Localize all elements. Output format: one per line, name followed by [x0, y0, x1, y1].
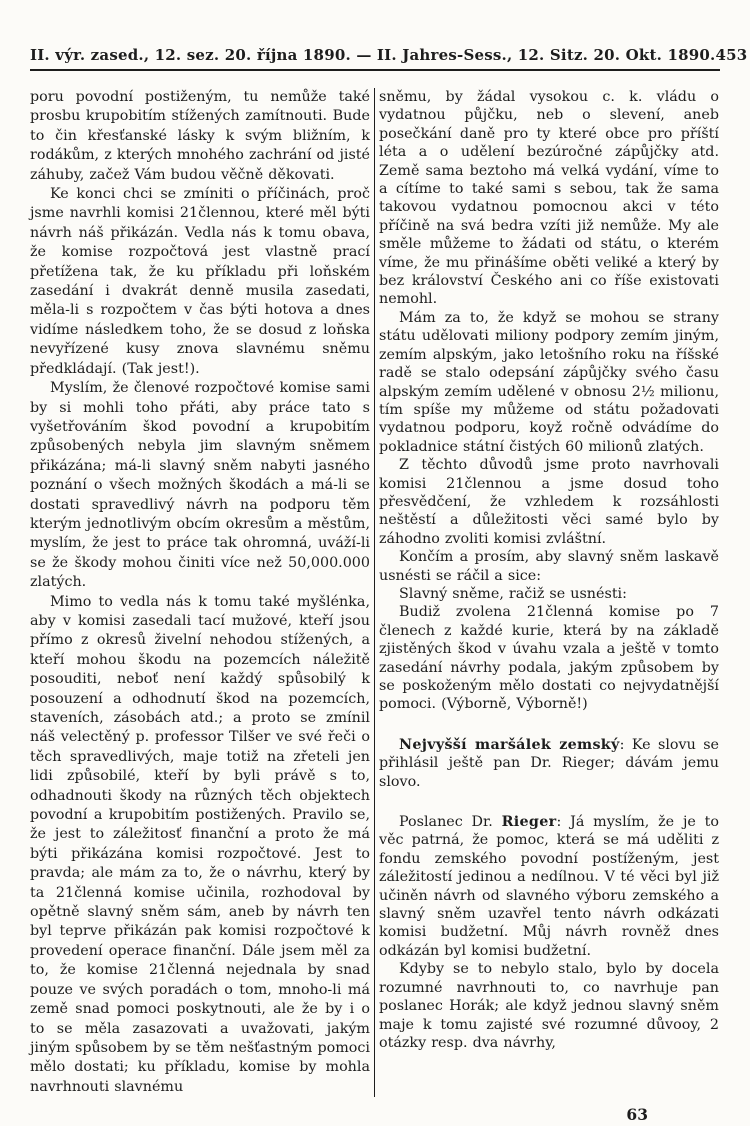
text-run: Končím a prosím, aby slavný sněm laskavě usnésti se ráčil a sice: [379, 549, 719, 584]
text-run: poru povodní postiženým, tu nemůže také prosbu krupobitím stížených zamítnouti. Bude to čin křesťanské lásky k svým bližním, k rodákům, z kterých mnohého zachrání od jisté záhuby, začež Vám budou věčně děkovati. [30, 89, 370, 183]
paragraph [30, 593, 370, 1098]
speaker-name: Nejvyšší maršálek zemský [399, 736, 620, 753]
text-run: Mimo to vedla nás k tomu také myšlénka, aby v komisi zasedali tací mužové, kteří jsou přímo z okresů živelní nehodou stížených, a kteří mohou škodu na pozemcích náležitě posouditi, neboť není každý spůsobilý k posouzení a odhodnutí škod na pozemcích, staveních, zásobách atd.; a proto se zmínil náš velectěný p. professor Tilšer ve své řeči o těch spravedlivých, maje totiž na zřeteli jen lidi způsobilé, kteří by byli právě s to, odhadnouti škody na různých těch objektech povodní a krupobitím postižených. Pravilo se, že jest to záležitosť finanční a proto že má býti přikázána komisi rozpočtové. Jest to pravda; ale mám za to, že o návrhu, který by ta 21členná komise učinila, rozhodoval by opětně slavný sněm sám, aneb by návrh ten byl teprve přikázán pak komisi rozpočtové k provedení operace finanční. Dále jsem měl za to, že komise 21členná nejednala by snad pouze ve svých poradách o tom, mnoho-li má země snad pomoci poskytnouti, ale že by i o to se měla zasazovati a uvažovati, jakým jiným spůsobem by se těm nešťastným pomoci mělo dostati; ku příkladu, komise by mohla navrhnouti slavnému [30, 593, 370, 1095]
paragraph [379, 88, 719, 309]
text-run: : Ke slovu se přihlásil ještě pan Dr. Rieger; dávám jemu slovo. [379, 736, 719, 790]
right-column [379, 88, 719, 1097]
paragraph [379, 309, 719, 456]
text-run: Kdyby se to nebylo stalo, bylo by docela rozumné navrhnouti to, co navrhuje pan poslanec Horák; ale když jednou slavný sněm maje k tomu zajisté své rozumné důvooy, 2 otázky resp. dva návrhy, [379, 961, 719, 1051]
text-columns [30, 88, 720, 1097]
text-run: Budiž zvolena 21členná komise po 7 členech z každé kurie, která by na základě zjistěných škod v úvahu vzala a ještě v tomto zasedání návrhy podala, jakým způsobem by se poskoženým mělo dostati co nejvydatnější pomoci. (Výborně, Výborně!) [379, 604, 719, 713]
left-column [30, 88, 370, 1097]
text-run: Z těchto důvodů jsme proto navrhovali komisi 21člennou a jsme dosud toho přesvědčení, že vzhledem k rozsáhlosti neštěstí a důležitosti věci samé bylo by záhodno zvoliti komisi zvláštní. [379, 457, 719, 547]
paragraph [379, 603, 719, 713]
header-page-number: 453 [715, 46, 748, 64]
text-run: sněmu, by žádal vysokou c. k. vládu o vydatnou půjčku, neb o slevení, aneb posečkání daně pro ty které obce pro příští léta a o udělení bezúročné zápůjčky atd. Země sama beztoho má velká vydání, víme to a cítíme to také sami s sebou, tak že sama takovou vydatnou pomocnou akci v této příčině na svá bedra vzíti již nemůže. My ale směle můžeme to žádati od státu, o kterém víme, že mu přinášíme oběti veliké a který by bez království Českého ani co říše existovati nemohl. [379, 89, 719, 308]
text-run: : Já myslím, že je to věc patrná, že pomoc, která se má uděliti z fondu zemského povodní postíženým, jest záležitostí jedinou a nedílnou. V té věci byl již učiněn návrh od slavného výboru zemského a slavný sněm uzavřel tento návrh odkázati komisi budžetní. Můj návrh rovněž dnes odkázán byl komisi budžetní. [379, 814, 719, 959]
text-run: Mám za to, že když se mohou se strany státu udělovati miliony podpory zemím jiným, zemím alpským, jako letošního roku na říšské radě se stalo odepsání zápůjčky svého času alpským zemím udělené v obnosu 2½ milionu, tím spíše my můžeme od státu požadovati vydatnou podporu, koyž ročně odvádíme do pokladnice státní čistých 60 milionů zlatých. [379, 309, 719, 455]
speaker-name: Rieger [501, 814, 557, 831]
paragraph [379, 456, 719, 548]
paragraph [379, 585, 719, 603]
text-run: Myslím, že členové rozpočtové komise sami by si mohli toho přáti, aby práce tato s vyšetřováním škod povodní a krupobitím způsobených nebyla jim slavným sněmem přikázána; má-li slavný sněm nabyti jasného poznání o všech možných škodách a má-li se dostati spravedlivý návrh na podporu těm kterým jednotlivým obcím okresům a městům, myslím, že jest to práce tak ohromná, uváží-li se že škody mohou činiti více než 50,000.000 zlatých. [30, 380, 370, 591]
paragraph [30, 185, 370, 379]
footer-page-number: 63 [626, 1105, 648, 1125]
page-footer [30, 1097, 720, 1124]
header-session-line: II. výr. zased., 12. sez. 20. října 1890. — II. Jahres-Sess., 12. Sitz. 20. Okt. 1890. [30, 46, 716, 64]
text-run: Poslanec Dr. [399, 814, 502, 831]
header-rule [30, 69, 720, 71]
paragraph [30, 88, 370, 185]
page-header [30, 46, 748, 69]
paragraph [379, 813, 719, 960]
paragraph [379, 548, 719, 585]
paragraph [30, 379, 370, 592]
paragraph [379, 736, 719, 791]
paragraph [379, 960, 719, 1052]
text-run: Ke konci chci se zmíniti o příčinách, proč jsme navrhli komisi 21člennou, které měl býti návrh náš přikázán. Vedla nás k tomu obava, že komise rozpočtová jest vlastně prací přetížena tak, že ku příkladu při loňském zasedání i dvakrát denně musila zasedati, měla-li s rozpočtem v čas býti hotova a dnes vidíme následkem toho, že se dosud z loňska nevyřízené kusy znova slavnému sněmu předkládají. (Tak jest!). [30, 186, 370, 377]
text-run: Slavný sněme, račiž se usnésti: [399, 585, 627, 602]
column-divider [374, 88, 375, 1097]
